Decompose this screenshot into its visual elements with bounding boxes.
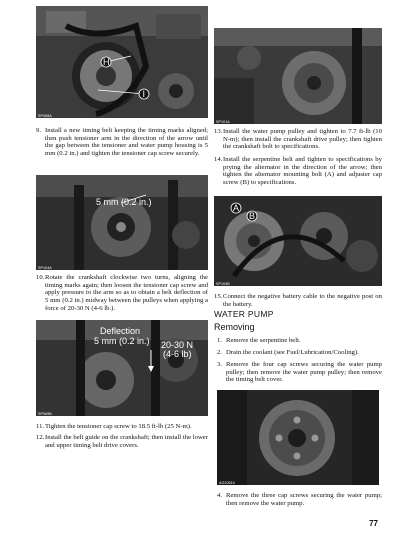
callout-deflection-mm: 5 mm (0.2 in.) (94, 336, 150, 346)
remove-step-4: 4. Remove the three cap screws securing the water pump; then remove the water pump. (217, 492, 382, 507)
step-15: 15. Connect the negative battery cable to the negative post on the battery. (214, 293, 382, 308)
callout-force-lb: (4-6 lb) (163, 349, 192, 359)
remove-step-1: 1. Remove the serpentine belt. (217, 337, 301, 344)
step-12: 12. Install the belt guide on the crankshaft; then install the lower and upper timing belt drive covers. (36, 434, 208, 449)
callout-h: H (103, 57, 110, 67)
callout-deflection: Deflection (100, 326, 141, 336)
photo-code: SP088A (38, 114, 52, 118)
photo-water-pump-pulley (214, 28, 382, 124)
step-11: 11. Tighten the tensioner cap screw to 18.5 ft-lb (25 N-m). (36, 423, 192, 430)
photo-code: SP101A (216, 120, 230, 124)
photo-code: SP089B (38, 412, 52, 416)
callout-gap: 5 mm (0.2 in.) (96, 197, 152, 207)
photo-pulley-closeup (217, 390, 379, 485)
step-9: 9. Install a new timing belt keeping the timing marks aligned; then push tensioner arm in the direction of the arrow until the gap between the tensioner and water pump housing is 5 mm (0.2 in.) and tighten the tensioner cap screw securely. (36, 127, 208, 158)
callout-a: A (233, 203, 240, 213)
photo-alternator (214, 196, 382, 286)
callout-b: B (249, 211, 256, 221)
section-title: WATER PUMP (214, 309, 274, 319)
callout-i: I (142, 89, 146, 99)
step-14: 14. Install the serpentine belt and tighten to specifications by prying the alternator in the direction of the arrow; then tighten the alternator mounting bolt (A) and adjuster cap screw (B) to specifications. (214, 156, 382, 187)
photo-code: AG20510 (219, 481, 235, 485)
photo-belt-deflection (36, 320, 208, 416)
remove-step-3: 3. Remove the four cap screws securing the water pump pulley; then remove the water pump pulley; then remove the timing belt cover. (217, 361, 382, 384)
step-10: 10. Rotate the crankshaft clockwise two turns, aligning the timing marks again; then loosen the tensioner cap screw and apply pressure to the arm so as to obtain a belt deflection of 5 mm (0.2 in.) midway between the pulleys when applying a force of 20-30 N (4-6 lb.). (36, 274, 208, 312)
callout-force: 20-30 N (161, 340, 194, 350)
step-13: 13. Install the water pump pulley and tighten to 7.7 ft-lb (10 N-m); then install the crankshaft drive pulley; then tighten the crankshaft bolt to specifications. (214, 128, 382, 151)
subsection-title: Removing (214, 322, 255, 332)
page-number: 77 (369, 519, 378, 528)
photo-code: SP104B (216, 282, 230, 286)
remove-step-2: 2. Drain the coolant (see Fuel/Lubrication/Cooling). (217, 349, 359, 356)
photo-code: SP104A (38, 266, 52, 270)
photo-tensioner-gap (36, 175, 208, 270)
photo-timing-marks (36, 6, 208, 118)
